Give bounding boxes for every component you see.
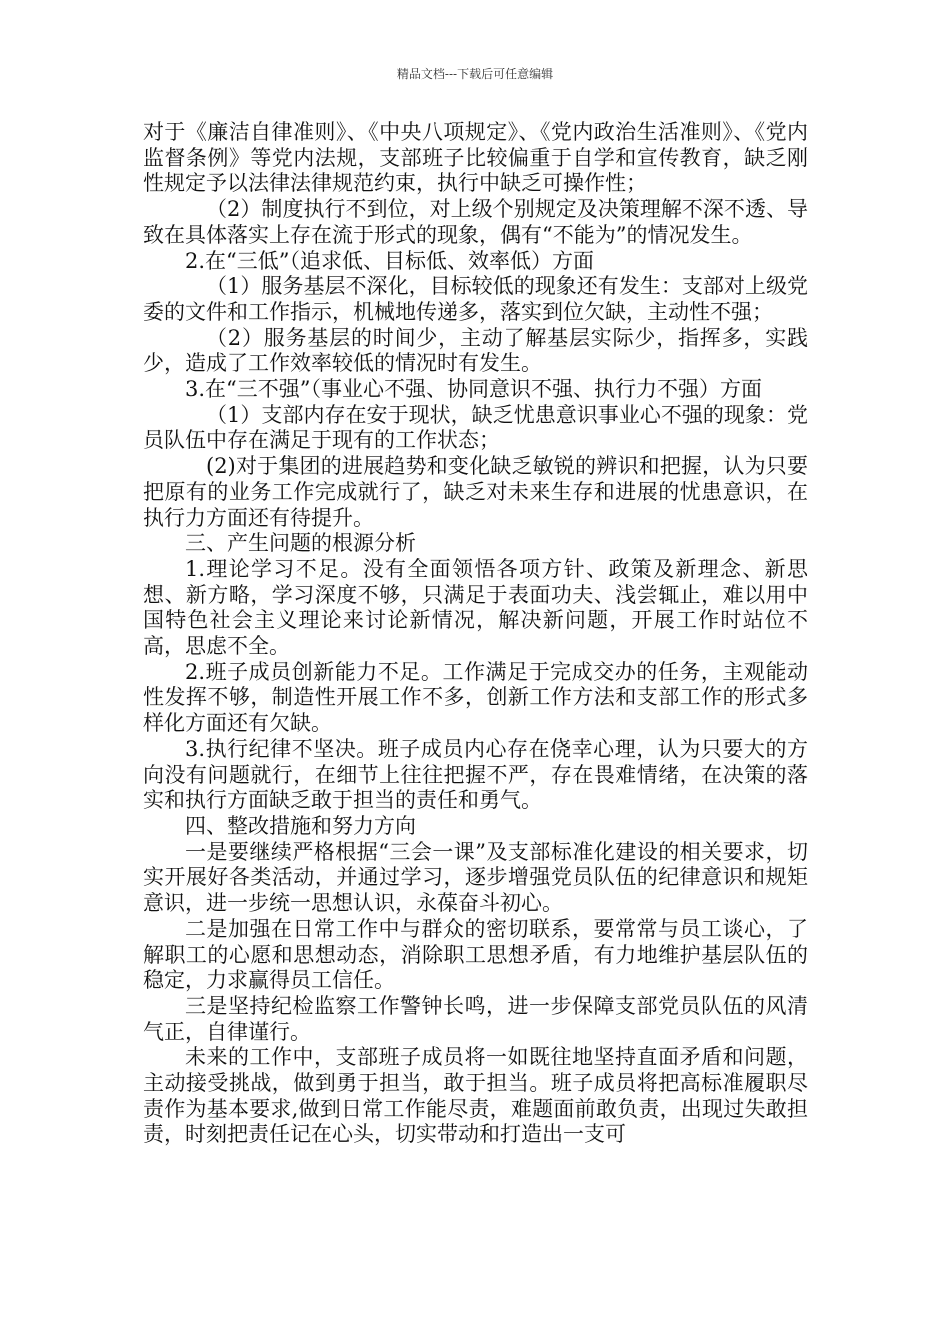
paragraph-4: （1）服务基层不深化，目标较低的现象还有发生：支部对上级党委的文件和工作指示，机械地传递多，落实到位欠缺，主动性不强； [143,274,808,324]
section-heading-3: 三、产生问题的根源分析 [185,531,416,556]
document-body [143,120,808,1148]
paragraph-14: 一是要继续严格根据“三会一课”及支部标准化建设的相关要求，切实开展好各类活动，并通过学习，逐步增强党员队伍的纪律意识和规矩意识，进一步统一思想认识，永葆奋斗初心。 [143,839,808,916]
paragraph-11: 2.班子成员创新能力不足。工作满足于完成交办的任务，主观能动性发挥不够，制造性开展工作不多，创新工作方法和支部工作的形式多样化方面还有欠缺。 [143,659,808,736]
paragraph-16: 三是坚持纪检监察工作警钟长鸣，进一步保障支部党员队伍的风清气正，自律谨行。 [143,993,808,1044]
paragraph-3: 2.在“三低”（追求低、目标低、效率低）方面 [185,248,595,273]
paragraph-7: （1）支部内存在安于现状，缺乏忧患意识事业心不强的现象：党员队伍中存在满足于现有的工作状态； [143,402,808,453]
paragraph-15: 二是加强在日常工作中与群众的密切联系，要常常与员工谈心，了解职工的心愿和思想动态，消除职工思想矛盾，有力地维护基层队伍的稳定，力求赢得员工信任。 [143,916,808,993]
paragraph-6: 3.在“三不强”（事业心不强、协同意识不强、执行力不强）方面 [185,377,763,402]
paragraph-10: 1.理论学习不足。没有全面领悟各项方针、政策及新理念、新思想、新方略，学习深度不够，只满足于表面功夫、浅尝辄止，难以用中国特色社会主义理论来讨论新情况，解决新问题，开展工作时站位不高，思虑不全。 [143,556,808,659]
page-header: 精品文档---下载后可任意编辑 [396,67,554,81]
paragraph-2: （2）制度执行不到位，对上级个别规定及决策理解不深不透、导致在具体落实上存在流于形式的现象，偶有“不能为”的情况发生。 [143,197,808,247]
paragraph-5: （2）服务基层的时间少，主动了解基层实际少，指挥多，实践少，造成了工作效率较低的情况时有发生。 [143,325,808,376]
paragraph-12: 3.执行纪律不坚决。班子成员内心存在侥幸心理，认为只要大的方向没有问题就行，在细节上往往把握不严，存在畏难情绪，在决策的落实和执行方面缺乏敢于担当的责任和勇气。 [143,736,808,813]
section-heading-4: 四、整改措施和努力方向 [185,813,416,838]
paragraph-8: (2)对于集团的进展趋势和变化缺乏敏锐的辨识和把握，认为只要把原有的业务工作完成就行了，缺乏对未来生存和进展的忧患意识，在执行力方面还有待提升。 [143,454,808,530]
paragraph-1: 对于《廉洁自律准则》、《中央八项规定》、《党内政治生活准则》、《党内监督条例》等党内法规，支部班子比较偏重于自学和宣传教育，缺乏刚性规定予以法律法律规范约束，执行中缺乏可操作性； [143,120,808,196]
paragraph-17: 未来的工作中，支部班子成员将一如既往地坚持直面矛盾和问题，主动接受挑战，做到勇于担当，敢于担当。班子成员将把高标准履职尽责作为基本要求,做到日常工作能尽责，难题面前敢负责，出现过失敢担责，时刻把责任记在心头，切实带动和打造出一支可 [143,1045,808,1147]
